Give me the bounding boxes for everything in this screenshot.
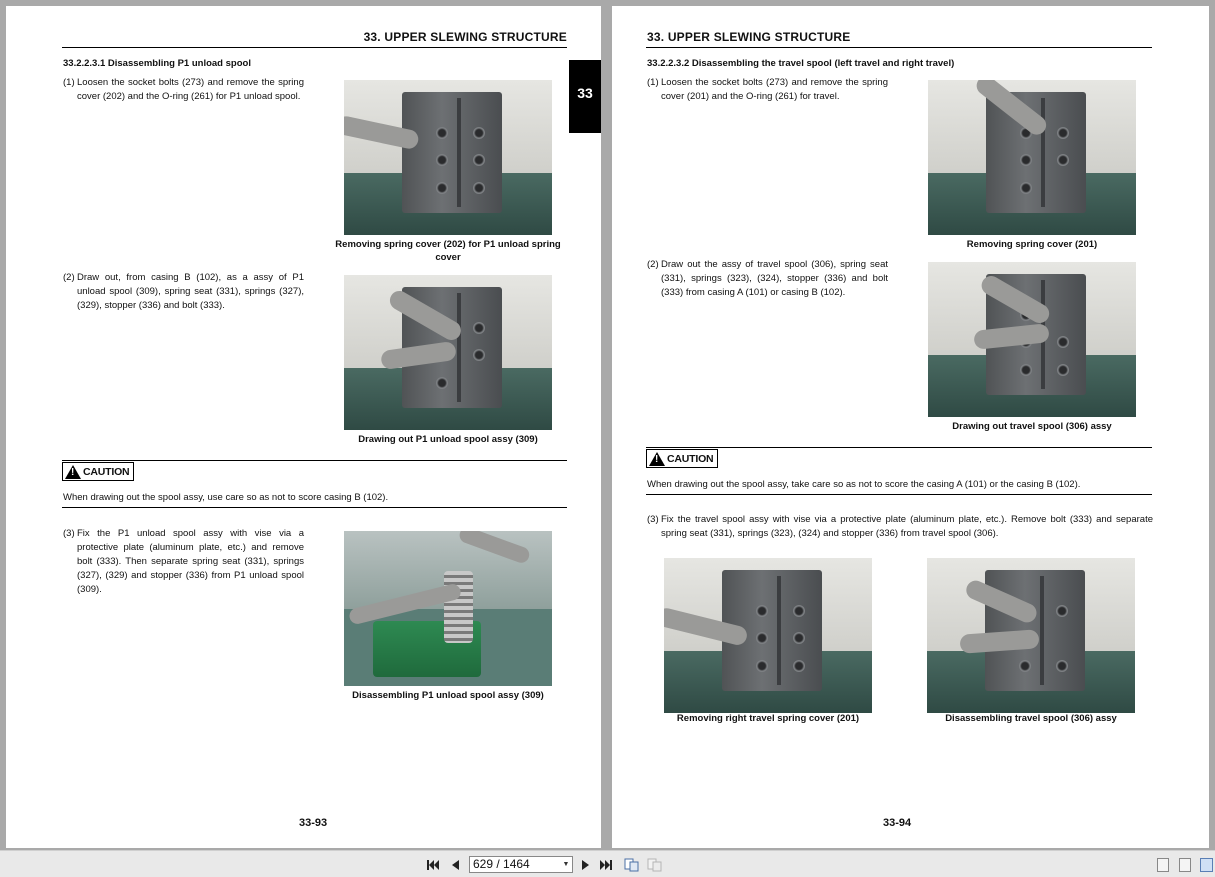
page-dropdown-icon[interactable]: ▼: [562, 861, 570, 868]
caution-label: CAUTION: [667, 452, 714, 465]
caution-top-rule: [62, 460, 567, 461]
caution-bottom-rule: [62, 507, 567, 508]
page-indicator: 629 / 1464: [473, 857, 530, 871]
step-number: (2): [647, 259, 659, 270]
photo-caption: Removing right travel spring cover (201): [676, 713, 860, 724]
photo-caption: Removing spring cover (201): [966, 239, 1098, 250]
prev-page-icon[interactable]: [449, 857, 461, 873]
page-33-94: [612, 6, 1209, 848]
first-page-icon[interactable]: [426, 857, 440, 873]
photo-caption: Disassembling travel spool (306) assy: [945, 713, 1117, 724]
photo-disassembling-spool-vise: [344, 531, 552, 686]
photo-disassembling-travel-spool: [927, 558, 1135, 713]
photo-caption: Drawing out P1 unload spool assy (309): [358, 434, 538, 445]
caution-top-rule: [646, 447, 1152, 448]
page-number: 33-93: [299, 817, 328, 829]
step-text: Loosen the socket bolts (273) and remove the spring cover (202) and the O-ring (261) for P1 unload spool.: [77, 77, 304, 102]
header-rule: [646, 47, 1152, 48]
step-number: (1): [647, 77, 659, 88]
warning-triangle-icon: [65, 465, 81, 479]
page-33-93: [6, 6, 601, 848]
continuous-icon[interactable]: [1179, 858, 1191, 872]
page-header: 33. UPPER SLEWING STRUCTURE: [647, 30, 851, 44]
step-number: (3): [647, 514, 659, 525]
photo-removing-right-travel-cover: [664, 558, 872, 713]
section-title: 33.2.2.3.1 Disassembling P1 unload spool: [63, 58, 251, 69]
chapter-tab: 33: [569, 60, 601, 133]
step-text: Loosen the socket bolts (273) and remove the spring cover (201) and the O-ring (261) for travel.: [661, 77, 888, 102]
step-2: [63, 271, 304, 313]
single-page-icon[interactable]: [1157, 858, 1169, 872]
step-text: Draw out the assy of travel spool (306), spring seat (331), springs (323), (324), stopper (336) and bolt (333) from casing A (101) or casing B (102).: [661, 259, 888, 298]
step-number: (1): [63, 77, 75, 88]
photo-caption: Drawing out travel spool (306) assy: [952, 421, 1112, 432]
step-text: Fix the P1 unload spool assy with vise via a protective plate (aluminum plate, etc.) and remove bolt (333). Then separate spring seat (331), springs (327), (329) and stopper (336) from P1 unload spool (309).: [77, 528, 304, 595]
step-text: Draw out, from casing B (102), as a assy of P1 unload spool (309), spring seat (331), springs (327), (329), stopper (336) and bolt (333).: [77, 272, 304, 311]
last-page-icon[interactable]: [599, 857, 613, 873]
warning-triangle-icon: [649, 452, 665, 466]
caution-badge: [62, 462, 134, 481]
step-3: [63, 527, 304, 597]
photo-drawing-out-spool: [344, 275, 552, 430]
two-page-icon[interactable]: [1200, 858, 1213, 872]
viewer-toolbar: [0, 850, 1215, 877]
caution-text: When drawing out the spool assy, take care so as not to score the casing A (101) or the casing B (102).: [647, 479, 1081, 490]
photo-caption: Disassembling P1 unload spool assy (309): [352, 690, 544, 701]
step-2: [647, 258, 888, 300]
section-title: 33.2.2.3.2 Disassembling the travel spool (left travel and right travel): [647, 58, 955, 69]
page-number: 33-94: [883, 817, 912, 829]
next-page-icon[interactable]: [579, 857, 591, 873]
page-header: 33. UPPER SLEWING STRUCTURE: [363, 30, 567, 44]
step-number: (3): [63, 528, 75, 539]
caution-text: When drawing out the spool assy, use care so as not to score casing B (102).: [63, 492, 389, 503]
step-3: [647, 513, 1153, 541]
caution-label: CAUTION: [83, 465, 130, 478]
photo-caption: Removing spring cover (202) for P1 unload spring cover: [335, 239, 561, 263]
header-rule: [62, 47, 567, 48]
caution-bottom-rule: [646, 494, 1152, 495]
photo-removing-spring-cover: [928, 80, 1136, 235]
caution-badge: [646, 449, 718, 468]
step-text: Fix the travel spool assy with vise via a protective plate (aluminum plate, etc.). Remove bolt (333) and separate spring seat (331), springs (323), (324) and stopper (336) from travel spool (306).: [661, 514, 1153, 539]
photo-removing-spring-cover: [344, 80, 552, 235]
step-1: [647, 76, 888, 104]
back-view-icon[interactable]: [623, 857, 639, 873]
forward-view-icon[interactable]: [646, 857, 662, 873]
step-1: [63, 76, 304, 104]
step-number: (2): [63, 272, 75, 283]
photo-drawing-out-spool: [928, 262, 1136, 417]
page-number-input[interactable]: [469, 856, 573, 873]
